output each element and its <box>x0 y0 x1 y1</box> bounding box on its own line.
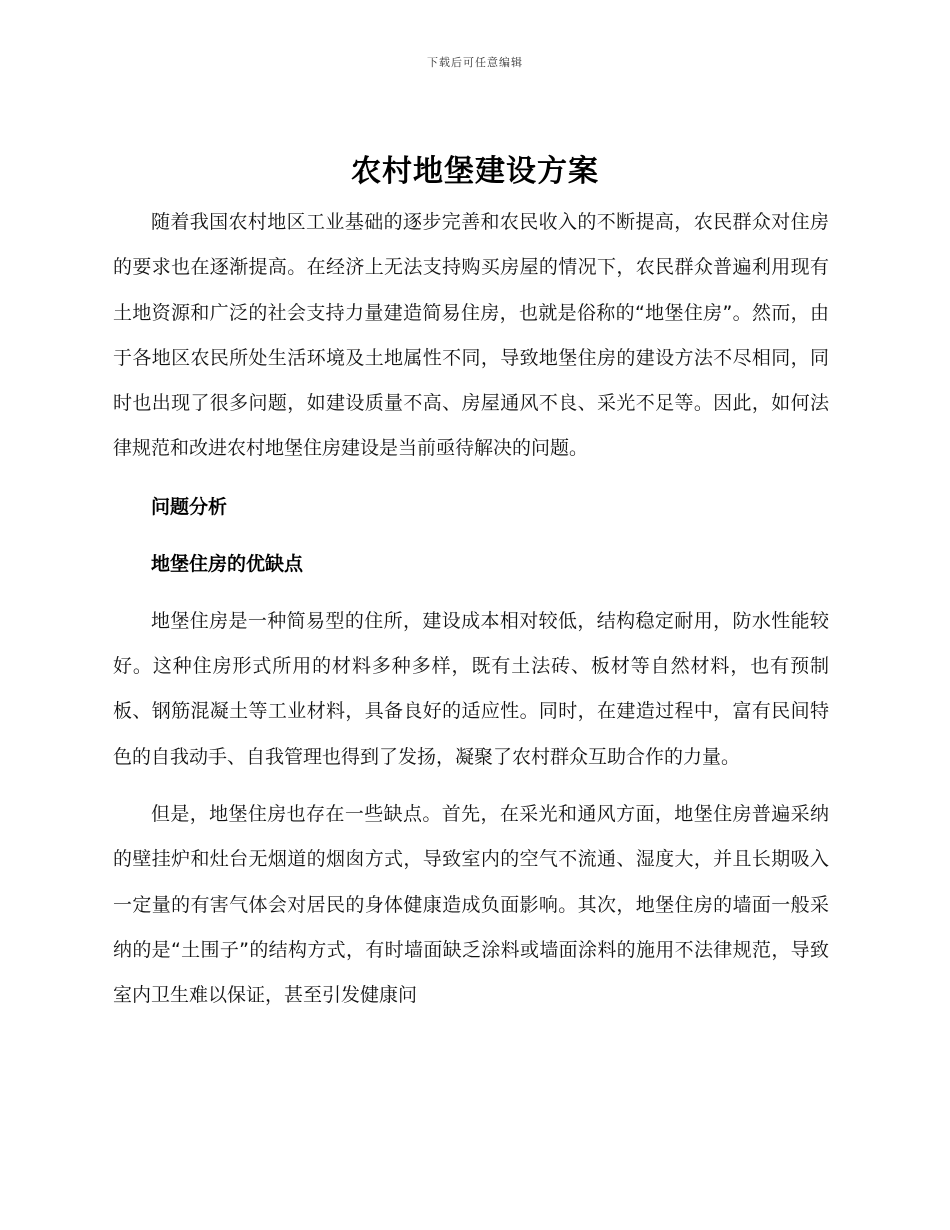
spacer <box>113 530 829 542</box>
subsection-heading: 地堡住房的优缺点 <box>151 552 304 575</box>
spacer <box>113 587 829 599</box>
intro-paragraph: 随着我国农村地区工业基础的逐步完善和农民收入的不断提高，农民群众对住房的要求也在逐渐提高。在经济上无法支持购买房屋的情况下，农民群众普遍利用现有土地资源和广泛的社会支持力量建造简易住房，也就是俗称的“地堡住房”。然而，由于各地区农民所处生活环境及土地属性不同，导致地堡住房的建设方法不尽相同，同时也出现了很多问题，如建设质量不高、房屋通风不良、采光不足等。因此，如何法律规范和改进农村地堡住房建设是当前亟待解决的问题。 <box>113 211 829 460</box>
spacer <box>113 780 829 792</box>
document-title: 农村地堡建设方案 <box>351 154 599 189</box>
disadvantages-paragraph: 但是，地堡住房也存在一些缺点。首先，在采光和通风方面，地堡住房普遍采纳的壁挂炉和灶台无烟道的烟囱方式，导致室内的空气不流通、湿度大，并且长期吸入一定量的有害气体会对居民的身体健康造成负面影响。其次，地堡住房的墙面一般采纳的是“土围子”的结构方式，有时墙面缺乏涂料或墙面涂料的施用不法律规范，导致室内卫生难以保证，甚至引发健康问 <box>113 802 829 1007</box>
document-body <box>113 200 829 1018</box>
header-note: 下载后可任意编辑 <box>427 56 523 69</box>
spacer <box>113 472 829 485</box>
section-heading: 问题分析 <box>151 495 228 518</box>
advantages-paragraph: 地堡住房是一种简易型的住所，建设成本相对较低，结构稳定耐用，防水性能较好。这种住房形式所用的材料多种多样，既有土法砖、板材等自然材料，也有预制板、钢筋混凝土等工业材料，具备良好的适应性。同时，在建造过程中，富有民间特色的自我动手、自我管理也得到了发扬，凝聚了农村群众互助合作的力量。 <box>113 609 829 768</box>
